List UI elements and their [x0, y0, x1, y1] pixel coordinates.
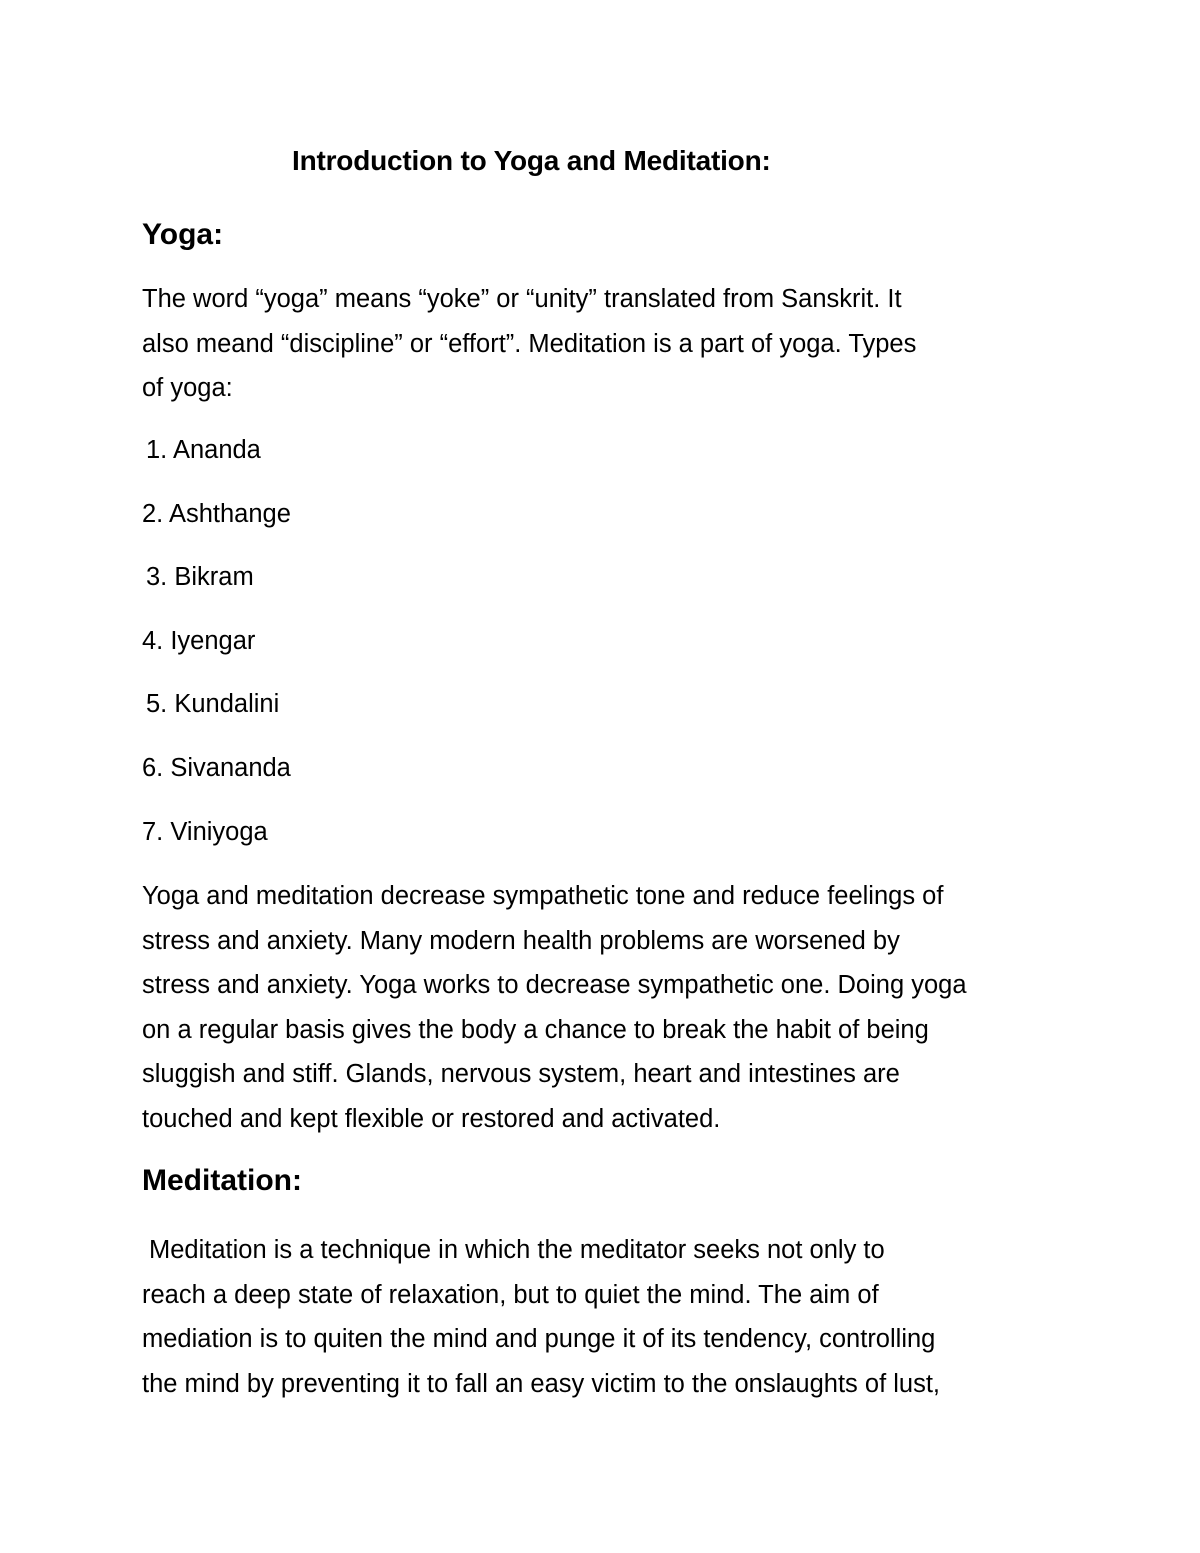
document-title: Introduction to Yoga and Meditation:: [292, 145, 771, 176]
meditation-paragraph: [142, 1228, 1102, 1406]
paragraph-line: on a regular basis gives the body a chance to break the habit of being: [142, 1015, 929, 1044]
yoga-type-item: 3. Bikram: [146, 563, 254, 591]
paragraph-line: also meand “discipline” or “effort”. Meditation is a part of yoga. Types: [142, 329, 917, 358]
yoga-heading: Yoga:: [142, 218, 224, 251]
yoga-type-item: 1. Ananda: [146, 436, 261, 464]
paragraph-line: touched and kept flexible or restored and activated.: [142, 1104, 721, 1133]
yoga-type-item: 5. Kundalini: [146, 690, 280, 718]
yoga-benefits-paragraph: [142, 874, 1102, 1141]
paragraph-line: the mind by preventing it to fall an easy victim to the onslaughts of lust,: [142, 1369, 941, 1398]
paragraph-line: Yoga and meditation decrease sympathetic tone and reduce feelings of: [142, 882, 944, 910]
yoga-type-item: 2. Ashthange: [142, 500, 291, 528]
paragraph-line: stress and anxiety. Yoga works to decrease sympathetic one. Doing yoga: [142, 971, 967, 999]
yoga-type-item: 6. Sivananda: [142, 754, 291, 782]
paragraph-line: sluggish and stiff. Glands, nervous system, heart and intestines are: [142, 1060, 900, 1088]
paragraph-line: stress and anxiety. Many modern health problems are worsened by: [142, 926, 900, 955]
meditation-heading: Meditation:: [142, 1164, 302, 1197]
paragraph-line: Meditation is a technique in which the meditator seeks not only to: [149, 1236, 885, 1264]
paragraph-line: reach a deep state of relaxation, but to quiet the mind. The aim of: [142, 1280, 879, 1309]
paragraph-line: of yoga:: [142, 374, 233, 402]
yoga-intro-paragraph: [142, 277, 1102, 411]
paragraph-line: The word “yoga” means “yoke” or “unity” translated from Sanskrit. It: [142, 285, 902, 313]
yoga-type-item: 7. Viniyoga: [142, 818, 268, 846]
paragraph-line: mediation is to quiten the mind and punge it of its tendency, controlling: [142, 1325, 936, 1353]
yoga-type-item: 4. Iyengar: [142, 627, 256, 655]
